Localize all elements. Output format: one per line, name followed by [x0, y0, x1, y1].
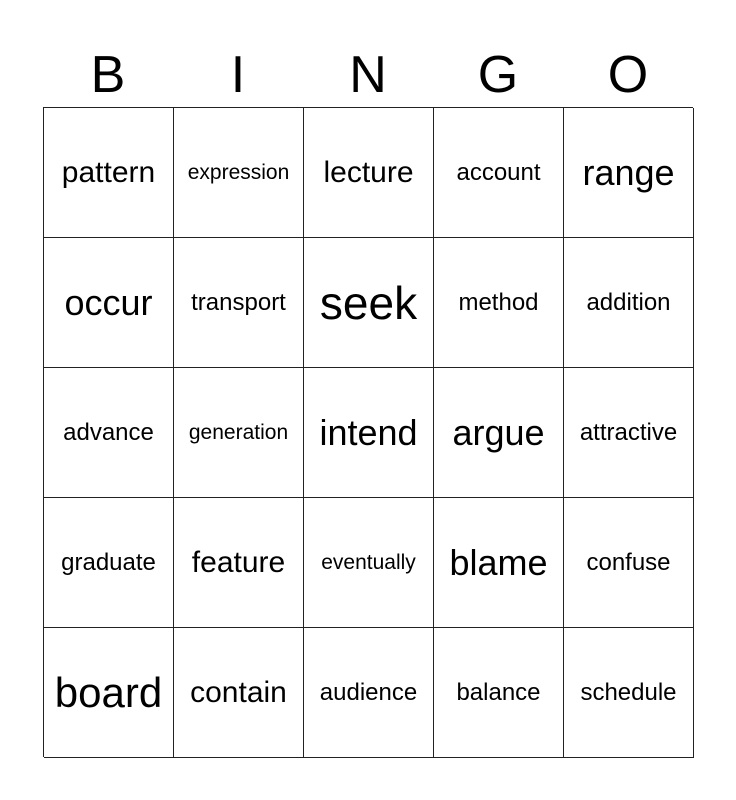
bingo-cell[interactable]: eventually: [304, 498, 434, 628]
bingo-cell[interactable]: occur: [44, 238, 174, 368]
bingo-cell[interactable]: intend: [304, 368, 434, 498]
bingo-cell[interactable]: addition: [564, 238, 694, 368]
header-letter-i: I: [230, 46, 246, 104]
header-letter-b: B: [90, 46, 126, 104]
bingo-cell[interactable]: contain: [174, 628, 304, 758]
bingo-header: [43, 44, 693, 106]
bingo-cell[interactable]: confuse: [564, 498, 694, 628]
header-letter-g: G: [477, 46, 519, 104]
bingo-cell[interactable]: lecture: [304, 108, 434, 238]
header-letter-o: O: [607, 46, 649, 104]
bingo-cell[interactable]: expression: [174, 108, 304, 238]
header-letter-n: N: [349, 46, 387, 104]
bingo-cell[interactable]: pattern: [44, 108, 174, 238]
bingo-cell[interactable]: generation: [174, 368, 304, 498]
bingo-board: [43, 107, 693, 757]
bingo-cell[interactable]: method: [434, 238, 564, 368]
bingo-cell[interactable]: audience: [304, 628, 434, 758]
bingo-cell[interactable]: schedule: [564, 628, 694, 758]
bingo-cell[interactable]: graduate: [44, 498, 174, 628]
bingo-cell[interactable]: board: [44, 628, 174, 758]
bingo-cell[interactable]: range: [564, 108, 694, 238]
bingo-cell[interactable]: attractive: [564, 368, 694, 498]
bingo-cell[interactable]: advance: [44, 368, 174, 498]
bingo-cell[interactable]: account: [434, 108, 564, 238]
bingo-cell[interactable]: transport: [174, 238, 304, 368]
bingo-cell[interactable]: balance: [434, 628, 564, 758]
bingo-cell[interactable]: feature: [174, 498, 304, 628]
bingo-cell[interactable]: blame: [434, 498, 564, 628]
bingo-cell[interactable]: argue: [434, 368, 564, 498]
bingo-cell[interactable]: seek: [304, 238, 434, 368]
